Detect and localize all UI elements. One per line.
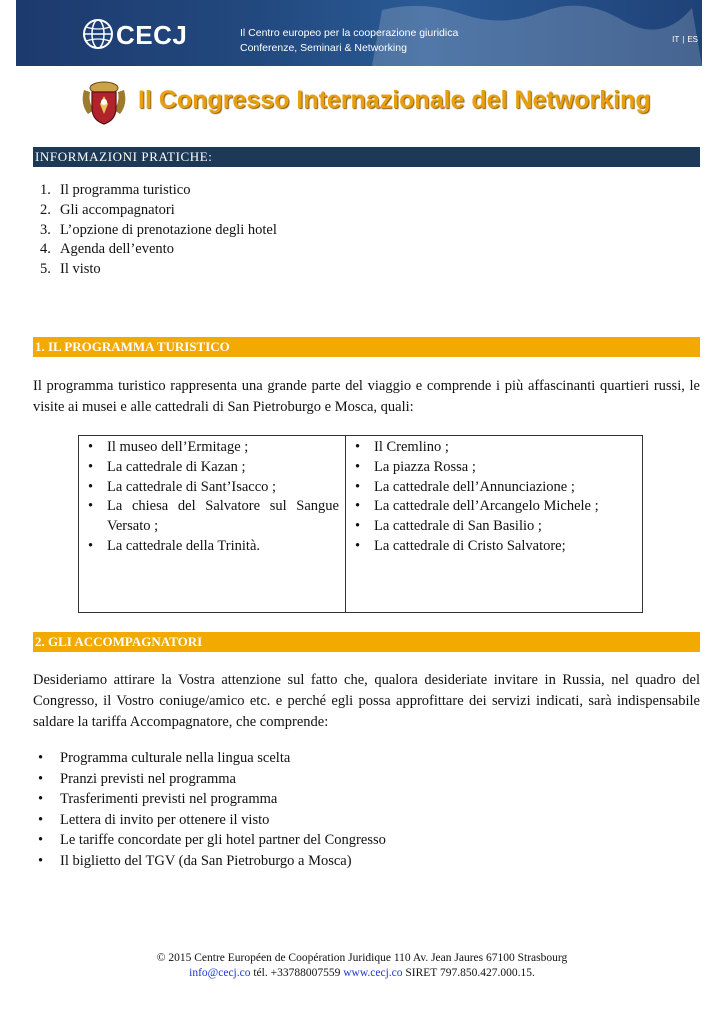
info-section-heading: INFORMAZIONI PRATICHE: — [33, 147, 700, 167]
list-item: • Le tariffe concordate per gli hotel partner del Congresso — [36, 830, 386, 851]
list-item: • La cattedrale di Cristo Salvatore; — [354, 537, 636, 557]
globe-icon — [82, 18, 114, 50]
tagline-line-2: Conferenze, Seminari & Networking — [240, 42, 407, 54]
list-item: • La cattedrale dell’Arcangelo Michele ; — [354, 497, 636, 517]
lang-link-es[interactable]: ES — [687, 35, 698, 44]
list-item: • La cattedrale di San Basilio ; — [354, 517, 636, 537]
info-numbered-list — [40, 181, 277, 280]
lang-separator: | — [682, 35, 685, 44]
list-item: 2. Gli accompagnatori — [40, 201, 175, 218]
page-title: Il Congresso Internazionale del Networking — [138, 86, 651, 114]
list-item: 1. Il programma turistico — [40, 182, 191, 198]
list-item: • Pranzi previsti nel programma — [36, 769, 386, 790]
header-banner — [16, 0, 702, 66]
list-item: • La chiesa del Salvatore sul Sangue Versato ; — [87, 497, 339, 537]
list-item: • Lettera di invito per ottenere il visto — [36, 810, 386, 831]
list-item: • La cattedrale della Trinità. — [87, 537, 339, 557]
section-2-heading: 2. GLI ACCOMPAGNATORI — [33, 632, 700, 652]
section-1-heading: 1. IL PROGRAMMA TURISTICO — [33, 337, 700, 357]
header-tagline — [240, 26, 458, 56]
footer-phone: tél. +33788007559 — [250, 967, 344, 979]
list-item: 4. Agenda dell’evento — [40, 241, 174, 258]
list-item: • La cattedrale di Kazan ; — [87, 458, 339, 478]
list-item: • La cattedrale dell’Annunciazione ; — [354, 478, 636, 498]
list-item: 3. L’opzione di prenotazione degli hotel — [40, 221, 277, 238]
list-item: • Il biglietto del TGV (da San Pietroburgo a Mosca) — [36, 851, 386, 872]
section-2-paragraph: Desideriamo attirare la Vostra attenzione sul fatto che, qualora desideriate invitare in Russia, nel quadro del Congresso, il Vostro coniuge/amico etc. e perché egli possa approfittare dei servizi indicati, sarà indispensabile saldare la tariffa Accompagnatore, che comprende: — [33, 672, 700, 730]
footer-siret: SIRET 797.850.427.000.15. — [402, 967, 535, 979]
list-item: • Il museo dell’Ermitage ; — [87, 438, 339, 458]
tagline-line-1: Il Centro europeo per la cooperazione giuridica — [240, 27, 459, 39]
list-item: • Trasferimenti previsti nel programma — [36, 789, 386, 810]
footer-contacts — [0, 966, 724, 981]
list-item: • Programma culturale nella lingua scelta — [36, 748, 386, 769]
section-1-paragraph: Il programma turistico rappresenta una grande parte del viaggio e comprende i più affascinanti quartieri russi, le visite ai musei e alle cattedrali di San Pietroburgo e Mosca, quali: — [33, 378, 700, 415]
crest-emblem-icon — [80, 80, 128, 126]
brand-logo-text: CECJ — [116, 20, 188, 50]
language-switcher — [672, 35, 698, 44]
sights-column-right — [346, 436, 642, 612]
email-link[interactable]: info@cecj.co — [189, 967, 251, 979]
footer-address: © 2015 Centre Européen de Coopération Juridique 110 Av. Jean Jaures 67100 Strasbourg — [156, 952, 568, 964]
lang-link-it[interactable]: IT — [672, 35, 680, 44]
list-item: • Il Cremlino ; — [354, 438, 636, 458]
website-link[interactable]: www.cecj.co — [343, 967, 403, 979]
page-footer — [0, 951, 724, 981]
sights-table — [78, 435, 643, 613]
list-item: • La cattedrale di Sant’Isacco ; — [87, 478, 339, 498]
list-item: 5. Il visto — [40, 261, 101, 278]
companion-bullet-list — [36, 748, 386, 871]
list-item: • La piazza Rossa ; — [354, 458, 636, 478]
sights-column-left — [79, 436, 346, 612]
